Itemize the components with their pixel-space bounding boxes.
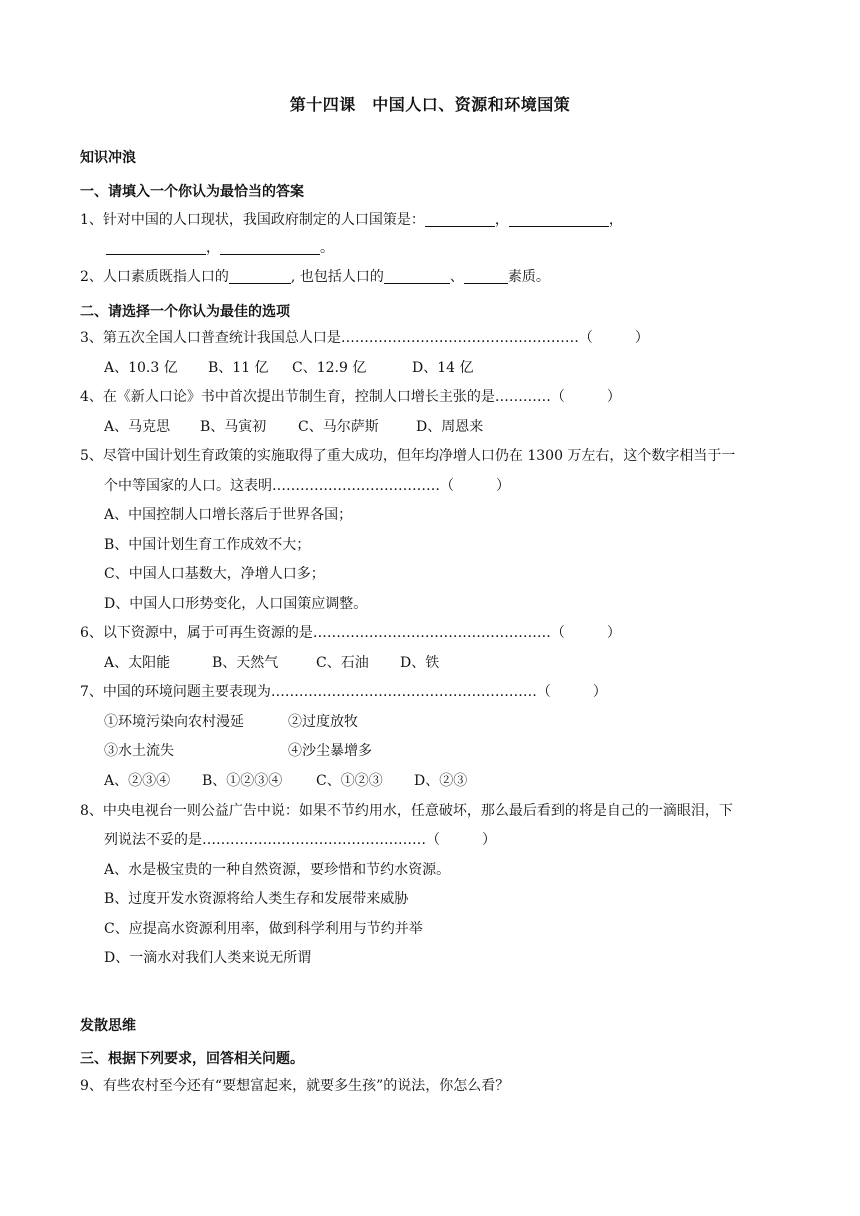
q2-blank-3[interactable]: [464, 267, 508, 284]
q7-option-b[interactable]: B、①②③④: [202, 773, 283, 789]
q3-option-a[interactable]: A、10.3 亿: [104, 360, 178, 376]
q8-option-d[interactable]: D、一滴水对我们人类来说无所谓: [104, 950, 312, 966]
q1-sep: ，: [494, 212, 509, 228]
q8-option-b[interactable]: B、过度开发水资源将给人类生存和发展带来威胁: [104, 891, 409, 907]
q7-option-a[interactable]: A、②③④: [104, 773, 171, 789]
q6-option-d[interactable]: D、铁: [400, 655, 440, 671]
q6-option-a[interactable]: A、太阳能: [104, 655, 171, 671]
section-thinking: 发散思维: [80, 1018, 136, 1034]
section-knowledge: 知识冲浪: [80, 150, 136, 166]
q6-options: [104, 653, 439, 673]
q2-text-a: 2、人口素质既指人口的: [80, 269, 229, 285]
question-5: 5、尽管中国计划生育政策的实施取得了重大成功，但年均净增人口仍在 1300 万左右，这个数字相当于一: [80, 448, 736, 464]
q7-item-4: ④沙尘暴增多: [288, 743, 372, 759]
q3-option-c[interactable]: C、12.9 亿: [292, 360, 367, 376]
question-4: 4、在《新人口论》书中首次提出节制生育，控制人口增长主张的是…………（ ）: [80, 389, 621, 405]
q2-blank-2[interactable]: [384, 267, 450, 284]
q5-option-a[interactable]: A、中国控制人口增长落后于世界各国；: [104, 507, 353, 523]
q1-blank-3[interactable]: [106, 238, 206, 255]
q1-blank-4[interactable]: [220, 238, 320, 255]
q6-option-b[interactable]: B、天然气: [212, 655, 279, 671]
q4-option-a[interactable]: A、马克思: [104, 419, 171, 435]
question-5-cont: 个中等国家的人口。这表明………………………………（ ）: [104, 478, 510, 494]
q1-sep: ，: [608, 212, 623, 228]
q7-option-d[interactable]: D、②③: [414, 773, 468, 789]
question-1-cont: [106, 238, 334, 258]
q7-items-row2: [104, 741, 372, 761]
part3-heading: 三、根据下列要求，回答相关问题。: [80, 1051, 304, 1067]
q1-blank-1[interactable]: [425, 210, 495, 227]
q3-option-d[interactable]: D、14 亿: [412, 360, 474, 376]
question-2: [80, 267, 550, 287]
q4-option-d[interactable]: D、周恩来: [416, 419, 484, 435]
q7-item-3: ③水土流失: [104, 743, 174, 759]
q2-text-d: 素质。: [507, 269, 550, 285]
question-3: 3、第五次全国人口普查统计我国总人口是……………………………………………（ ）: [80, 330, 649, 346]
q7-option-c[interactable]: C、①②③: [316, 773, 383, 789]
question-9: 9、有些农村至今还有“要想富起来，就要多生孩”的说法，你怎么看？: [80, 1078, 510, 1094]
q2-text-b: , 也包括人口的: [290, 269, 384, 285]
question-7: 7、中国的环境问题主要表现为…………………………………………………（ ）: [80, 684, 607, 700]
q2-blank-1[interactable]: [229, 267, 291, 284]
q5-option-b[interactable]: B、中国计划生育工作成效不大；: [104, 537, 311, 553]
q8-option-a[interactable]: A、水是极宝贵的一种自然资源，要珍惜和节约水资源。: [104, 862, 451, 878]
q8-option-c[interactable]: C、应提高水资源利用率，做到科学利用与节约并举: [104, 921, 423, 937]
q4-options: [104, 417, 483, 437]
q5-option-c[interactable]: C、中国人口基数大，净增人口多；: [104, 566, 325, 582]
q4-option-c[interactable]: C、马尔萨斯: [298, 419, 379, 435]
q1-sep: ，: [206, 240, 220, 256]
question-1: [80, 210, 623, 230]
q7-options: [104, 771, 467, 791]
q1-blank-2[interactable]: [509, 210, 609, 227]
question-8-cont: 列说法不妥的是…………………………………………（ ）: [104, 832, 496, 848]
question-6: 6、以下资源中，属于可再生资源的是……………………………………………（ ）: [80, 625, 621, 641]
q7-item-2: ②过度放牧: [288, 714, 358, 730]
q4-option-b[interactable]: B、马寅初: [200, 419, 267, 435]
part1-heading: 一、请填入一个你认为最恰当的答案: [80, 184, 304, 200]
q7-item-1: ①环境污染向农村漫延: [104, 714, 244, 730]
q6-option-c[interactable]: C、石油: [316, 655, 369, 671]
question-8: 8、中央电视台一则公益广告中说：如果不节约用水，任意破坏，那么最后看到的将是自己的一滴眼泪，下: [80, 803, 733, 819]
q3-options: [104, 358, 474, 378]
page-title: 第十四课 中国人口、资源和环境国策: [289, 95, 571, 114]
q2-text-c: 、: [449, 269, 464, 285]
part2-heading: 二、请选择一个你认为最佳的选项: [80, 304, 290, 320]
q5-option-d[interactable]: D、中国人口形势变化，人口国策应调整。: [104, 596, 368, 612]
q1-text: 1、针对中国的人口现状，我国政府制定的人口国策是：: [80, 212, 425, 228]
q7-items-row1: [104, 712, 358, 732]
q3-option-b[interactable]: B、11 亿: [208, 360, 269, 376]
q1-end: 。: [320, 240, 334, 256]
